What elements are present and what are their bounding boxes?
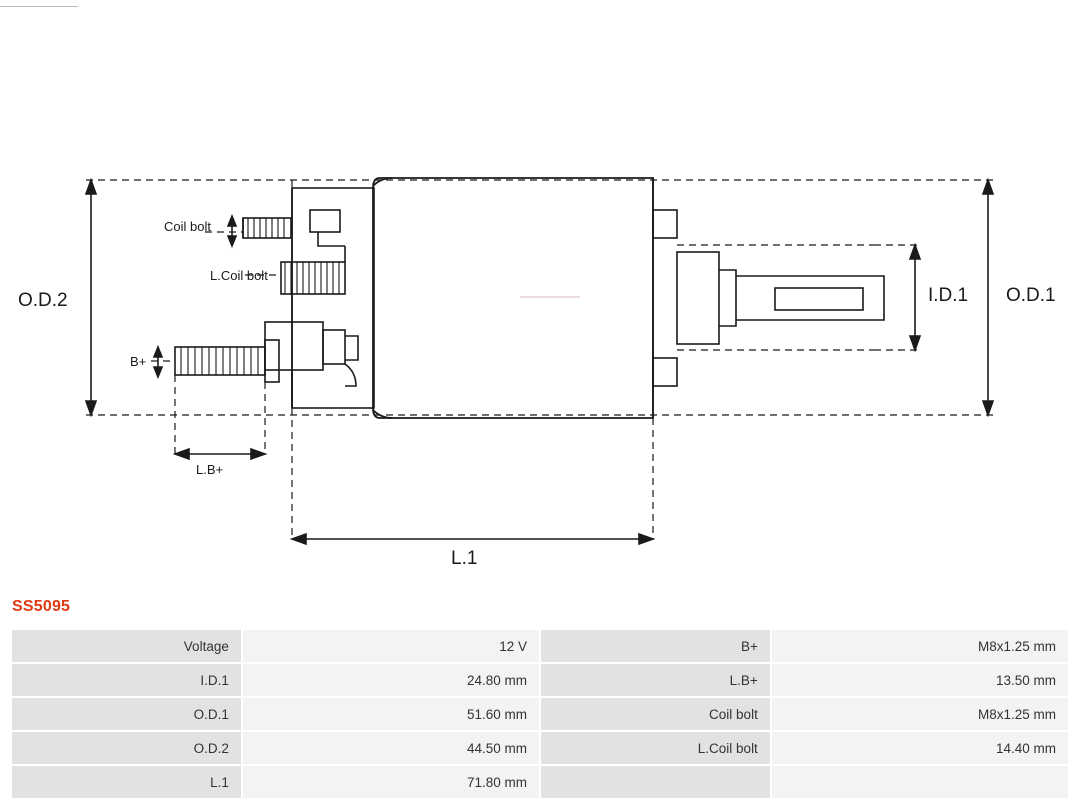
spec-value-l-b-plus: 13.50 mm bbox=[771, 663, 1069, 697]
spec-value-id1: 24.80 mm bbox=[242, 663, 540, 697]
coil-bolt-stud bbox=[243, 218, 291, 238]
dim-label-id1: I.D.1 bbox=[928, 285, 969, 306]
spec-value-empty bbox=[771, 765, 1069, 799]
rear-housing bbox=[265, 188, 374, 408]
spec-label-coil-bolt: Coil bolt bbox=[540, 697, 771, 731]
part-number: SS5095 bbox=[12, 598, 71, 615]
spec-label-b-plus: B+ bbox=[540, 629, 771, 663]
dim-label-l-coil-bolt: L.Coil bolt bbox=[210, 268, 268, 283]
spec-label-voltage: Voltage bbox=[11, 629, 242, 663]
spec-value-od2: 44.50 mm bbox=[242, 731, 540, 765]
spec-label-empty bbox=[540, 765, 771, 799]
dim-label-l-b-plus: L.B+ bbox=[196, 462, 224, 477]
spec-label-od1: O.D.1 bbox=[11, 697, 242, 731]
dim-label-coil-bolt: Coil bolt bbox=[164, 219, 211, 234]
dimension-extension-lines bbox=[86, 180, 995, 540]
spec-label-id1: I.D.1 bbox=[11, 663, 242, 697]
table-row bbox=[11, 765, 1069, 799]
spec-label-l-b-plus: L.B+ bbox=[540, 663, 771, 697]
spec-label-l1: L.1 bbox=[11, 765, 242, 799]
table-row bbox=[11, 629, 1069, 663]
specification-table bbox=[10, 628, 1070, 800]
table-row bbox=[11, 697, 1069, 731]
dim-label-od1: O.D.1 bbox=[1006, 285, 1056, 306]
spec-value-od1: 51.60 mm bbox=[242, 697, 540, 731]
spec-label-od2: O.D.2 bbox=[11, 731, 242, 765]
spec-value-l1: 71.80 mm bbox=[242, 765, 540, 799]
spec-label-l-coil-bolt: L.Coil bolt bbox=[540, 731, 771, 765]
dimension-arrows bbox=[86, 180, 993, 544]
spec-value-coil-bolt: M8x1.25 mm bbox=[771, 697, 1069, 731]
b-plus-stud bbox=[175, 340, 279, 382]
table-row bbox=[11, 731, 1069, 765]
spec-value-voltage: 12 V bbox=[242, 629, 540, 663]
table-row bbox=[11, 663, 1069, 697]
spec-value-b-plus: M8x1.25 mm bbox=[771, 629, 1069, 663]
dim-label-od2: O.D.2 bbox=[18, 290, 68, 311]
plunger-assembly bbox=[653, 210, 884, 386]
spec-value-l-coil-bolt: 14.40 mm bbox=[771, 731, 1069, 765]
solenoid-body bbox=[373, 178, 653, 418]
dim-label-l1: L.1 bbox=[451, 548, 478, 569]
dim-label-b-plus: B+ bbox=[130, 354, 147, 369]
